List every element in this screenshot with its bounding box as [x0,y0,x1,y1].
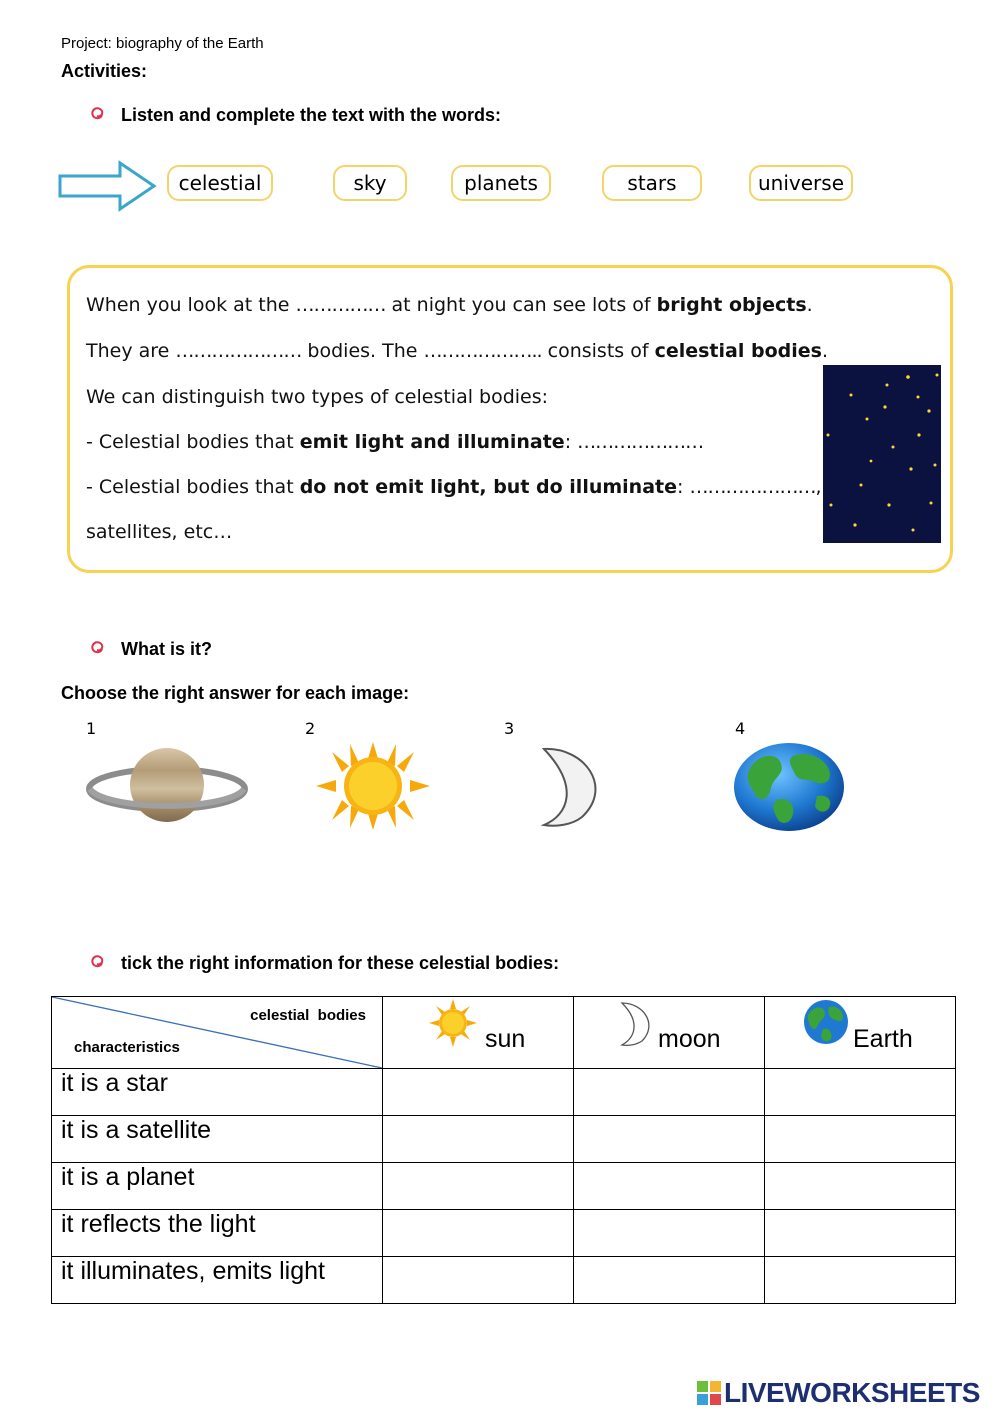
text-line-1 [86,294,813,316]
row-label: it is a star [52,1069,383,1116]
tick-cell[interactable] [574,1163,765,1210]
text-fragment: : [564,431,578,453]
moon-icon [536,745,610,834]
column-header-moon [574,997,765,1069]
text-fragment: - Celestial bodies that [86,476,300,498]
moon-icon [616,1001,656,1047]
tick-cell[interactable] [765,1257,956,1304]
project-title: Project: biography of the Earth [61,35,264,52]
row-label: it reflects the light [52,1210,383,1257]
tick-table [51,996,956,1304]
tick-cell[interactable] [765,1210,956,1257]
logo-text: LIVEWORKSHEETS [724,1377,980,1408]
bold-term: celestial bodies [654,340,822,362]
text-fragment: at night you can see lots of [385,294,657,316]
blank-field[interactable]: …………… [295,294,386,316]
tick-cell[interactable] [765,1069,956,1116]
row-label: it is a planet [52,1163,383,1210]
row-label: it illuminates, emits light [52,1257,383,1304]
arrow-right-icon [58,160,158,217]
image-number: 2 [305,719,316,738]
bold-term: emit light and illuminate [299,431,565,453]
word-chip[interactable]: sky [333,165,407,201]
text-fragment: : [676,476,690,498]
image-number: 4 [735,719,746,738]
text-fragment: . [821,340,828,362]
bold-term: bright objects [656,294,807,316]
column-label: moon [658,1025,721,1053]
blank-field[interactable]: ………………… [577,431,704,453]
word-chip[interactable]: planets [451,165,551,201]
corner-top-label: celestial bodies [250,1007,366,1024]
text-fragment: They are [86,340,176,362]
text-fragment: consists of [541,340,655,362]
text-fragment: , [815,476,822,498]
corner-bottom-label: characteristics [74,1039,180,1056]
section2-heading: What is it? [121,639,212,659]
tick-cell[interactable] [574,1210,765,1257]
column-header-sun [383,997,574,1069]
row-label: it is a satellite [52,1116,383,1163]
column-header-earth [765,997,956,1069]
text-line-4 [86,431,703,453]
tick-cell[interactable] [383,1069,574,1116]
tick-cell[interactable] [574,1116,765,1163]
saturn-icon [86,745,248,830]
liveworksheets-logo [697,1378,980,1408]
bold-term: do not emit light, but do illuminate [299,476,677,498]
blank-field[interactable]: ………………… [175,340,302,362]
word-chip[interactable]: universe [749,165,853,201]
image-number: 3 [504,719,515,738]
text-line-6: satellites, etc… [86,521,233,543]
corner-header [52,997,383,1069]
activities-label: Activities: [61,61,148,81]
text-line-2 [86,340,828,362]
word-chip[interactable]: stars [602,165,702,201]
text-fragment: bodies. The [301,340,424,362]
tick-cell[interactable] [574,1257,765,1304]
earth-icon [733,742,845,837]
text-fragment: . [806,294,813,316]
earth-icon [803,999,849,1045]
section1-heading: Listen and complete the text with the words: [121,105,502,125]
column-label: Earth [853,1025,913,1053]
image-number: 1 [86,719,97,738]
sun-icon [316,742,430,835]
bullet-icon [90,954,106,975]
text-line-5 [86,476,821,498]
tick-cell[interactable] [383,1116,574,1163]
tick-cell[interactable] [383,1163,574,1210]
tick-cell[interactable] [383,1210,574,1257]
word-chip[interactable]: celestial [167,165,273,201]
tick-cell[interactable] [765,1116,956,1163]
choose-instruction: Choose the right answer for each image: [61,683,410,703]
blank-field[interactable]: ………………… [689,476,816,498]
tick-cell[interactable] [383,1257,574,1304]
column-label: sun [485,1025,526,1053]
tick-cell[interactable] [574,1069,765,1116]
night-sky-image [823,365,941,543]
bullet-icon [90,106,106,127]
text-fragment: - Celestial bodies that [86,431,300,453]
text-fragment: When you look at the [86,294,296,316]
blank-field[interactable]: ……………….. [423,340,542,362]
section3-heading: tick the right information for these celestial bodies: [121,953,560,973]
tick-cell[interactable] [765,1163,956,1210]
bullet-icon [90,640,106,661]
logo-mark-icon [697,1381,721,1405]
sun-icon [429,999,477,1047]
text-line-3: We can distinguish two types of celestial bodies: [86,386,549,408]
